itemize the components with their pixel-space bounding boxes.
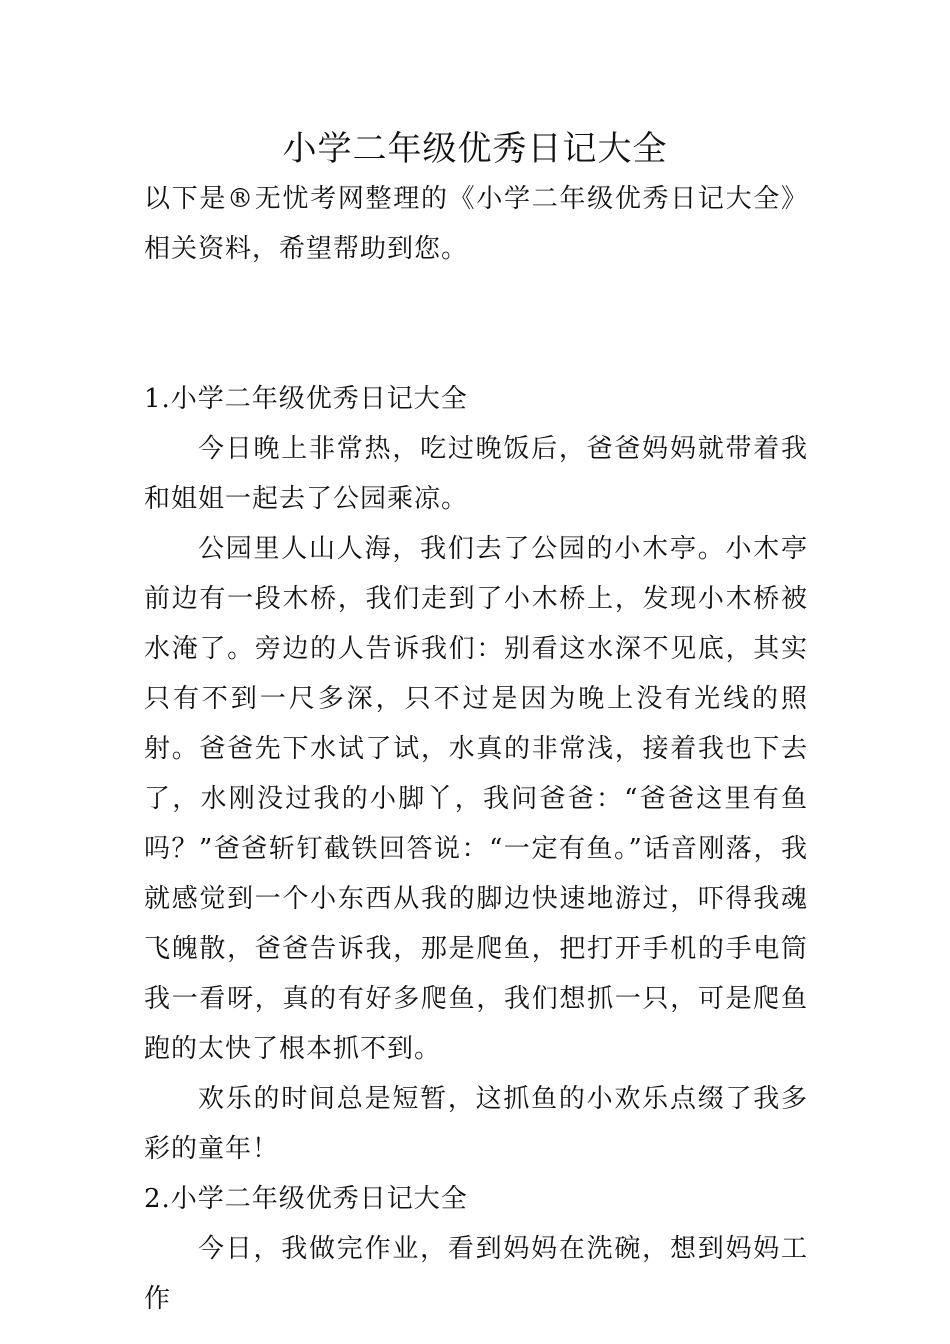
section-heading-2: 2.小学二年级优秀日记大全 bbox=[144, 1184, 468, 1214]
section-1-paragraph-1: 今日晚上非常热，吃过晚饭后，爸爸妈妈就带着我和姐姐一起去了公园乘凉。 bbox=[144, 434, 808, 514]
section-1-paragraph-3: 欢乐的时间总是短暂，这抓鱼的小欢乐点缀了我多彩的童年！ bbox=[144, 1084, 808, 1164]
section-1-paragraph-2: 公园里人山人海，我们去了公园的小木亭。小木亭前边有一段木桥，我们走到了小木桥上，发现小木桥被水淹了。旁边的人告诉我们：别看这水深不见底，其实只有不到一尺多深，只不过是因为晚上没有光线的照射。爸爸先下水试了试，水真的非常浅，接着我也下去了，水刚没过我的小脚丫，我问爸爸：“爸爸这里有鱼吗？”爸爸斩钉截铁回答说：“一定有鱼。”话音刚落，我就感觉到一个小东西从我的脚边快速地游过，吓得我魂飞魄散，爸爸告诉我，那是爬鱼，把打开手机的手电筒我一看呀，真的有好多爬鱼，我们想抓一只，可是爬鱼跑的太快了根本抓不到。 bbox=[144, 534, 808, 1064]
document-title: 小学二年级优秀日记大全 bbox=[282, 129, 668, 169]
section-heading-1: 1.小学二年级优秀日记大全 bbox=[144, 384, 468, 414]
section-2-paragraph-1: 今日，我做完作业，看到妈妈在洗碗，想到妈妈工作 bbox=[144, 1234, 808, 1314]
intro-paragraph: 以下是®无忧考网整理的《小学二年级优秀日记大全》相关资料，希望帮助到您。 bbox=[144, 184, 808, 264]
paragraph-spacer bbox=[144, 274, 808, 374]
document-body bbox=[144, 174, 808, 1324]
